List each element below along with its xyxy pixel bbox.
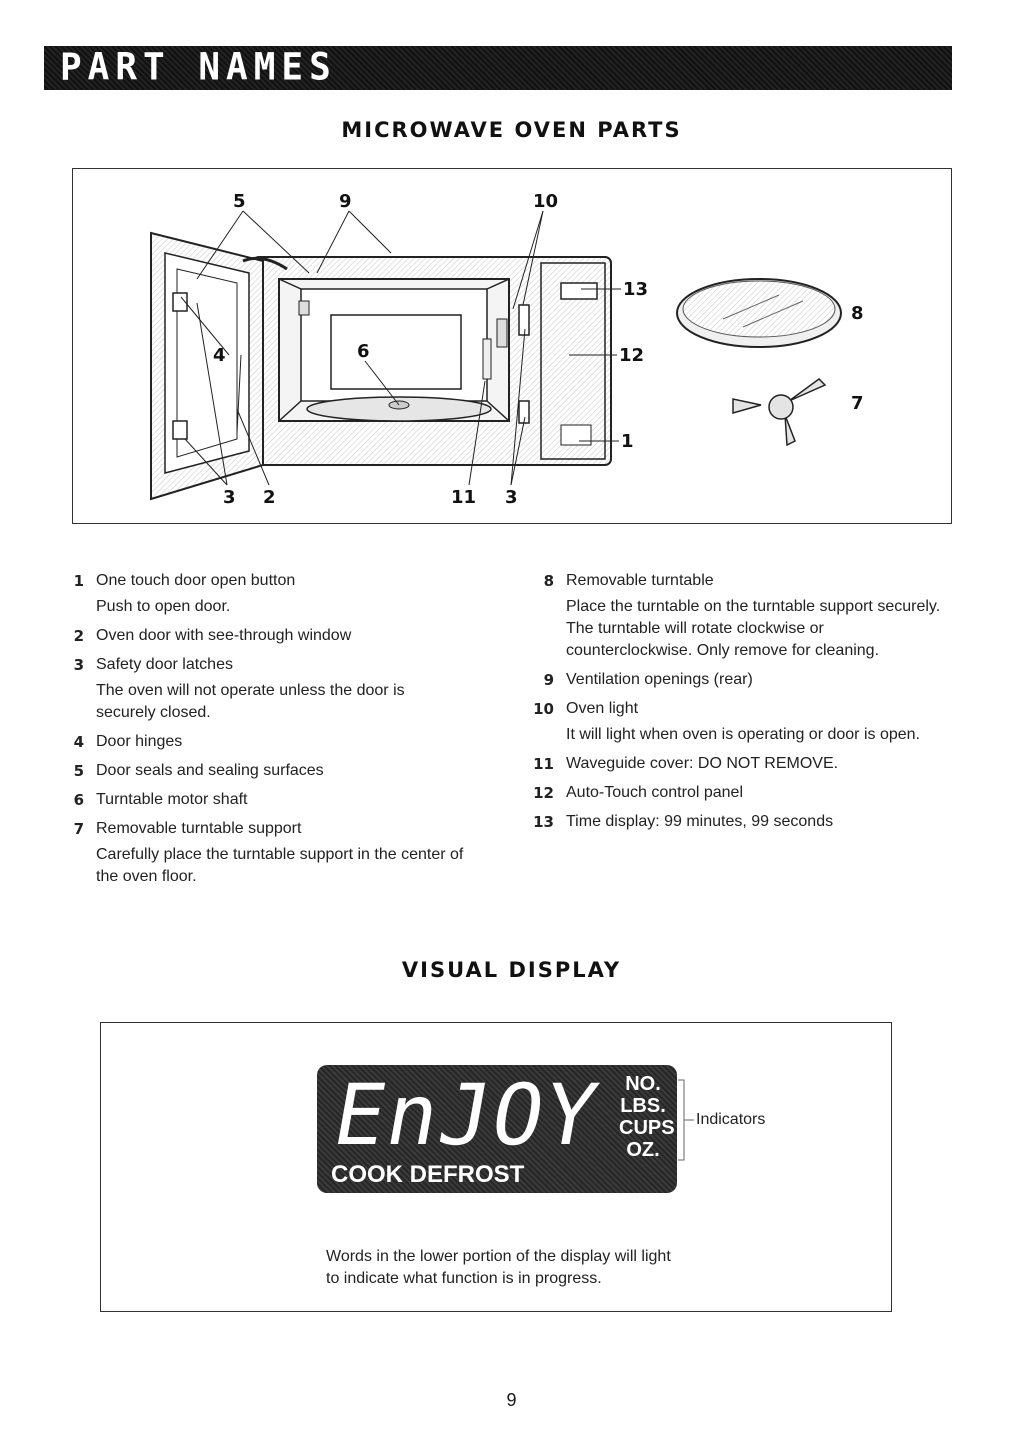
part-label: Removable turntable — [566, 572, 714, 589]
part-number: 12 — [533, 784, 554, 802]
part-number: 5 — [73, 762, 84, 780]
part-label: Safety door latches — [96, 656, 233, 673]
part-number: 1 — [73, 572, 84, 590]
part-label: Auto-Touch control panel — [566, 784, 743, 801]
part-label: Door hinges — [96, 733, 183, 750]
part-item — [56, 625, 466, 647]
part-number: 6 — [73, 791, 84, 809]
microwave-illustration — [73, 169, 951, 523]
microwave-diagram — [72, 168, 952, 524]
indicator-lbs: LBS. — [620, 1095, 666, 1117]
page-number: 9 — [506, 1390, 517, 1410]
part-label: Waveguide cover: DO NOT REMOVE. — [566, 755, 839, 772]
part-number: 4 — [73, 733, 84, 751]
indicator-no: NO. — [625, 1073, 661, 1095]
part-item — [526, 811, 946, 833]
turntable-support-illustration — [733, 379, 825, 445]
part-description: Place the turntable on the turntable support securely. The turntable will rotate clockwise or counterclockwise. Only remove for cleaning. — [566, 598, 941, 659]
callout-7: 7 — [851, 393, 864, 414]
callout-2: 2 — [263, 487, 276, 508]
part-item — [56, 818, 466, 888]
display-note: Words in the lower portion of the display will light to indicate what function is in progress. — [326, 1248, 671, 1287]
part-description: Carefully place the turntable support in the center of the oven floor. — [96, 846, 464, 885]
mode-words: COOK DEFROST — [331, 1161, 525, 1188]
part-item — [56, 654, 466, 724]
visual-display-title: VISUAL DISPLAY — [401, 958, 622, 982]
part-item — [56, 570, 466, 618]
callout-12: 12 — [619, 345, 645, 366]
callout-3-left: 3 — [223, 487, 236, 508]
lcd-display-panel — [317, 1065, 677, 1193]
microwave-parts-title: MICROWAVE OVEN PARTS — [341, 118, 682, 142]
part-label: Oven door with see-through window — [96, 627, 352, 644]
part-item — [526, 570, 946, 662]
part-label: One touch door open button — [96, 572, 296, 589]
indicator-oz: OZ. — [626, 1139, 660, 1161]
part-number: 7 — [73, 820, 84, 838]
part-number: 10 — [533, 700, 554, 718]
callout-8: 8 — [851, 303, 864, 324]
part-number: 8 — [543, 572, 554, 590]
lcd-message: EnJOY — [326, 1066, 607, 1164]
part-description: The oven will not operate unless the door is securely closed. — [96, 682, 405, 721]
callout-9: 9 — [339, 191, 352, 212]
part-item — [56, 760, 466, 782]
part-label: Removable turntable support — [96, 820, 302, 837]
parts-list-left — [56, 570, 466, 895]
part-number: 2 — [73, 627, 84, 645]
part-item — [56, 789, 466, 811]
part-label: Turntable motor shaft — [96, 791, 248, 808]
callout-3-right: 3 — [505, 487, 518, 508]
part-label: Time display: 99 minutes, 99 seconds — [566, 813, 834, 830]
indicators-label: Indicators — [696, 1111, 766, 1128]
callout-6: 6 — [357, 341, 370, 362]
page-header-title: PART NAMES — [60, 45, 337, 89]
indicator-bracket — [676, 1078, 696, 1162]
part-label: Ventilation openings (rear) — [566, 671, 753, 688]
part-number: 11 — [533, 755, 554, 773]
part-item — [526, 753, 946, 775]
part-label: Door seals and sealing surfaces — [96, 762, 324, 779]
part-item — [526, 782, 946, 804]
callout-1: 1 — [621, 431, 634, 452]
part-number: 13 — [533, 813, 554, 831]
callout-4: 4 — [213, 345, 226, 366]
part-number: 3 — [73, 656, 84, 674]
callout-5: 5 — [233, 191, 246, 212]
part-label: Oven light — [566, 700, 639, 717]
part-item — [526, 698, 946, 746]
part-item — [56, 731, 466, 753]
part-description: Push to open door. — [96, 598, 231, 615]
part-number: 9 — [543, 671, 554, 689]
part-description: It will light when oven is operating or door is open. — [566, 726, 920, 743]
indicator-stack — [619, 1073, 675, 1161]
part-item — [526, 669, 946, 691]
callout-13: 13 — [623, 279, 649, 300]
callout-10: 10 — [533, 191, 559, 212]
part-names-banner — [44, 46, 952, 90]
indicator-cups: CUPS — [619, 1117, 675, 1139]
parts-list-right — [526, 570, 946, 840]
callout-11: 11 — [451, 487, 477, 508]
